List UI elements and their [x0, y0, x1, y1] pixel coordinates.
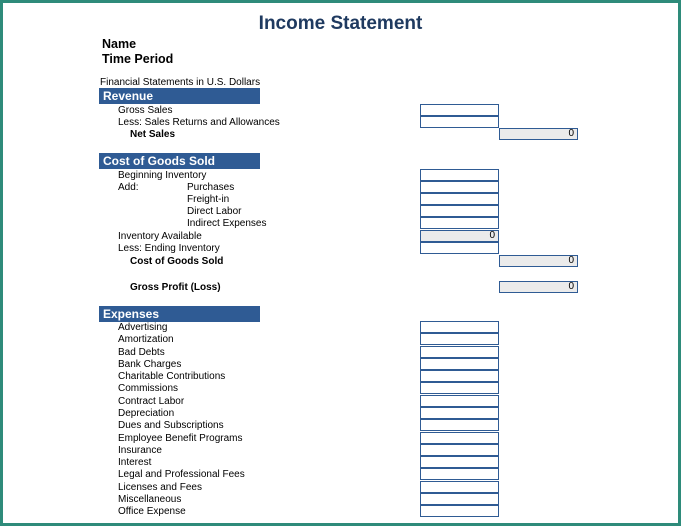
expense-input-depreciation[interactable] — [420, 407, 499, 419]
freight-in-input[interactable] — [420, 193, 499, 205]
purchases-input[interactable] — [420, 181, 499, 193]
gross-sales-label: Gross Sales — [118, 105, 173, 116]
direct-labor-label: Direct Labor — [187, 206, 242, 217]
expense-label-insurance: Insurance — [118, 445, 162, 456]
add-label: Add: — [118, 182, 139, 193]
expense-input-miscellaneous[interactable] — [420, 493, 499, 505]
expense-input-advertising[interactable] — [420, 321, 499, 333]
revenue-section-header: Revenue — [99, 88, 260, 104]
expense-input-dues-subscriptions[interactable] — [420, 419, 499, 431]
indirect-expenses-input[interactable] — [420, 217, 499, 229]
direct-labor-input[interactable] — [420, 205, 499, 217]
gross-profit-total: 0 — [499, 281, 578, 293]
page-title: Income Statement — [258, 13, 423, 34]
expense-label-advertising: Advertising — [118, 322, 168, 333]
inventory-available-value: 0 — [420, 230, 499, 242]
expense-input-licenses-fees[interactable] — [420, 481, 499, 493]
expense-label-contract-labor: Contract Labor — [118, 396, 185, 407]
inventory-available-label: Inventory Available — [118, 231, 202, 242]
freight-in-label: Freight-in — [187, 194, 230, 205]
cogs-total: 0 — [499, 255, 578, 267]
name-label: Name — [102, 37, 137, 51]
expense-label-bank-charges: Bank Charges — [118, 359, 182, 370]
expense-input-amortization[interactable] — [420, 333, 499, 345]
currency-note: Financial Statements in U.S. Dollars — [100, 77, 261, 88]
expense-label-depreciation: Depreciation — [118, 408, 175, 419]
cogs-total-label: Cost of Goods Sold — [130, 256, 224, 267]
expense-input-contract-labor[interactable] — [420, 395, 499, 407]
net-sales-label: Net Sales — [130, 129, 176, 140]
expense-input-office-expense[interactable] — [420, 505, 499, 517]
net-sales-total: 0 — [499, 128, 578, 140]
expense-input-bad-debts[interactable] — [420, 346, 499, 358]
expense-label-licenses-fees: Licenses and Fees — [118, 482, 202, 493]
expense-input-charitable-contributions[interactable] — [420, 370, 499, 382]
expense-label-dues-subscriptions: Dues and Subscriptions — [118, 420, 224, 431]
expense-input-interest[interactable] — [420, 456, 499, 468]
ending-inventory-label: Less: Ending Inventory — [118, 243, 220, 254]
gross-profit-label: Gross Profit (Loss) — [130, 282, 221, 293]
beginning-inventory-input[interactable] — [420, 169, 499, 181]
expense-label-amortization: Amortization — [118, 334, 174, 345]
sales-returns-label: Less: Sales Returns and Allowances — [118, 117, 280, 128]
expense-label-commissions: Commissions — [118, 383, 179, 394]
indirect-expenses-label: Indirect Expenses — [187, 218, 267, 229]
expense-input-commissions[interactable] — [420, 382, 499, 394]
expense-input-employee-benefit-programs[interactable] — [420, 432, 499, 444]
expense-input-insurance[interactable] — [420, 444, 499, 456]
expenses-section-header: Expenses — [99, 306, 260, 322]
gross-sales-input[interactable] — [420, 104, 499, 116]
purchases-label: Purchases — [187, 182, 235, 193]
expense-label-interest: Interest — [118, 457, 152, 468]
sales-returns-input[interactable] — [420, 116, 499, 128]
expense-label-employee-benefit-programs: Employee Benefit Programs — [118, 433, 243, 444]
expense-label-miscellaneous: Miscellaneous — [118, 494, 182, 505]
expense-input-bank-charges[interactable] — [420, 358, 499, 370]
ending-inventory-input[interactable] — [420, 242, 499, 254]
beginning-inventory-label: Beginning Inventory — [118, 170, 207, 181]
expense-label-bad-debts: Bad Debts — [118, 347, 165, 358]
cogs-section-header: Cost of Goods Sold — [99, 153, 260, 169]
expense-label-legal-professional-fees: Legal and Professional Fees — [118, 469, 245, 480]
expense-label-charitable-contributions: Charitable Contributions — [118, 371, 226, 382]
expense-label-office-expense: Office Expense — [118, 506, 186, 517]
expense-input-legal-professional-fees[interactable] — [420, 468, 499, 480]
time-period-label: Time Period — [102, 52, 174, 66]
